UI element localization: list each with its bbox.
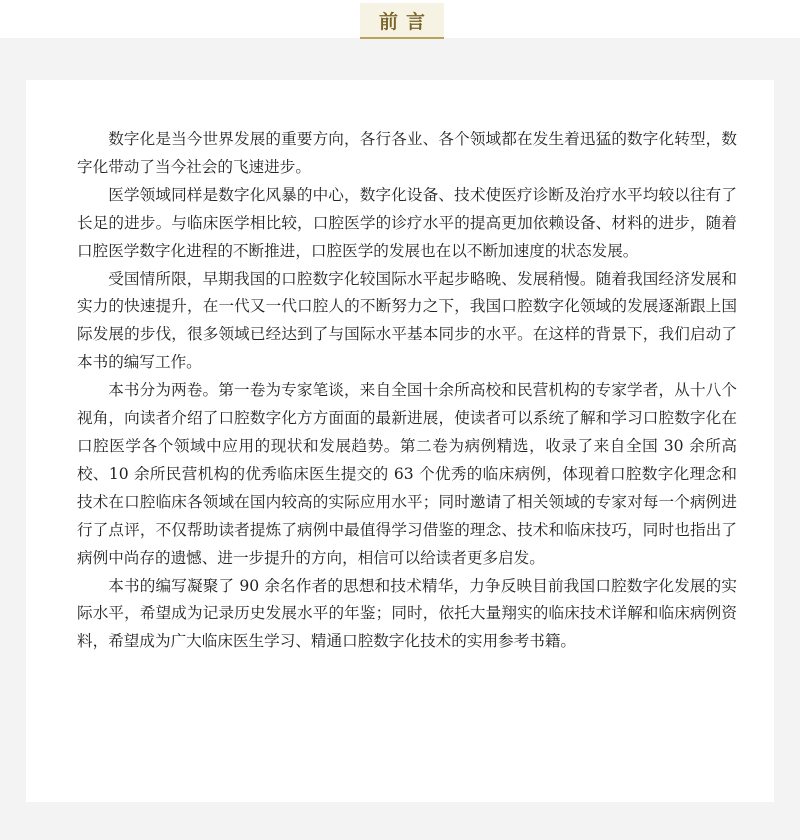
page-title-box bbox=[360, 3, 444, 37]
paragraph-1: 数字化是当今世界发展的重要方向，各行各业、各个领域都在发生着迅猛的数字化转型，数字化带动了当今社会的飞速进步。 bbox=[77, 130, 737, 176]
paragraph-3: 受国情所限，早期我国的口腔数字化较国际水平起步略晚、发展稍慢。随着我国经济发展和实力的快速提升，在一代又一代口腔人的不断努力之下，我国口腔数字化领域的发展逐渐跟上国际发展的步伐，很多领域已经达到了与国际水平基本同步的水平。在这样的背景下，我们启动了本书的编写工作。 bbox=[77, 269, 737, 372]
title-underline bbox=[360, 37, 444, 39]
paragraph-5: 本书的编写凝聚了 90 余名作者的思想和技术精华，力争反映目前我国口腔数字化发展的实际水平，希望成为记录历史发展水平的年鉴；同时，依托大量翔实的临床技术详解和临床病例资料，希望成为广大临床医生学习、精通口腔数字化技术的实用参考书籍。 bbox=[77, 576, 737, 651]
page-title: 前言 bbox=[378, 10, 433, 33]
paragraph-4: 本书分为两卷。第一卷为专家笔谈，来自全国十余所高校和民营机构的专家学者，从十八个视角，向读者介绍了口腔数字化方方面面的最新进展，使读者可以系统了解和学习口腔数字化在口腔医学各个领域中应用的现状和发展趋势。第二卷为病例精选，收录了来自全国 30 余所高校、10 余所民营机构的优秀临床医生提交的 63 个优秀的临床病例，体现着口腔数字化理念和技术在口腔临床各领域在国内较高的实际应用水平；同时邀请了相关领域的专家对每一个病例进行了点评，不仅帮助读者提炼了病例中最值得学习借鉴的理念、技术和临床技巧，同时也指出了病例中尚存的遗憾、进一步提升的方向，相信可以给读者更多启发。 bbox=[77, 381, 737, 567]
paragraph-2: 医学领域同样是数字化风暴的中心，数字化设备、技术使医疗诊断及治疗水平均较以往有了长足的进步。与临床医学相比较，口腔医学的诊疗水平的提高更加依赖设备、材料的进步，随着口腔医学数字化进程的不断推进，口腔医学的发展也在以不断加速度的状态发展。 bbox=[77, 185, 737, 260]
preface-body bbox=[77, 126, 737, 656]
